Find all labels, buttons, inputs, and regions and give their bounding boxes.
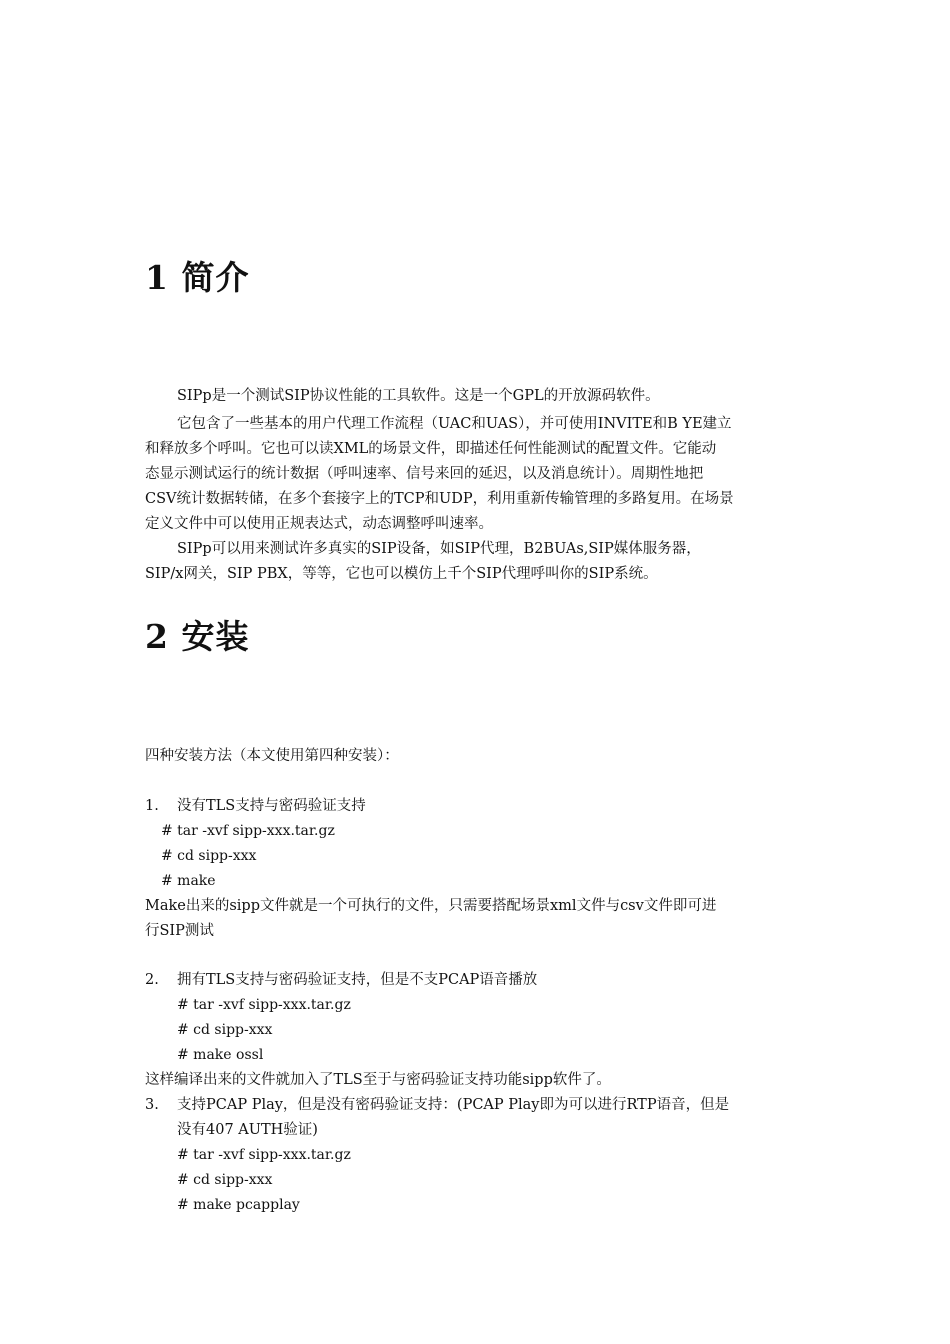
method-1-command-2: # cd sipp-xxx xyxy=(161,848,257,864)
method-1-command-1: # tar -xvf sipp-xxx.tar.gz xyxy=(161,823,335,839)
method-1-title: 没有TLS支持与密码验证支持 xyxy=(177,798,366,814)
intro-paragraph-2-line-1: 它包含了一些基本的用户代理工作流程（UAC和UAS），并可使用INVITE和B YE建立 xyxy=(177,416,732,432)
method-3-command-1: # tar -xvf sipp-xxx.tar.gz xyxy=(177,1147,351,1163)
method-1-command-3: # make xyxy=(161,873,216,889)
intro-paragraph-2-line-5: 定义文件中可以使用正规表达式，动态调整呼叫速率。 xyxy=(145,516,493,532)
intro-paragraph-1: SIPp是一个测试SIP协议性能的工具软件。这是一个GPL的开放源码软件。 xyxy=(177,388,660,404)
method-2-title: 拥有TLS支持与密码验证支持，但是不支PCAP语音播放 xyxy=(177,972,538,988)
method-2-note: 这样编译出来的文件就加入了TLS至于与密码验证支持功能sipp软件了。 xyxy=(145,1072,611,1088)
method-1-number: 1. xyxy=(145,798,159,814)
method-3-command-3: # make pcapplay xyxy=(177,1197,300,1213)
method-3-number: 3. xyxy=(145,1097,159,1113)
method-3-command-2: # cd sipp-xxx xyxy=(177,1172,273,1188)
intro-paragraph-3-line-2: SIP/x网关，SIP PBX，等等，它也可以模仿上千个SIP代理呼叫你的SIP系统。 xyxy=(145,566,658,582)
intro-paragraph-2-line-4: CSV统计数据转储，在多个套接字上的TCP和UDP，利用重新传输管理的多路复用。在场景 xyxy=(145,491,734,507)
install-intro: 四种安装方法（本文使用第四种安装）： xyxy=(145,748,399,764)
intro-paragraph-2-line-3: 态显示测试运行的统计数据（呼叫速率、信号来回的延迟，以及消息统计）。周期性地把 xyxy=(145,466,704,482)
method-3-title-continued: 没有407 AUTH验证) xyxy=(177,1122,318,1138)
intro-paragraph-2-line-2: 和释放多个呼叫。它也可以读XML的场景文件，即描述任何性能测试的配置文件。它能动 xyxy=(145,441,717,457)
section-heading-install: 2 安装 xyxy=(145,617,250,656)
method-1-note-line-2: 行SIP测试 xyxy=(145,923,214,939)
method-2-number: 2. xyxy=(145,972,159,988)
method-2-command-2: # cd sipp-xxx xyxy=(177,1022,273,1038)
section-heading-intro: 1 简介 xyxy=(145,258,250,297)
method-2-command-3: # make ossl xyxy=(177,1047,264,1063)
method-1-note-line-1: Make出来的sipp文件就是一个可执行的文件，只需要搭配场景xml文件与csv文件即可进 xyxy=(145,898,717,914)
method-3-title: 支持PCAP Play，但是没有密码验证支持：(PCAP Play即为可以进行RTP语音，但是 xyxy=(177,1097,730,1113)
intro-paragraph-3-line-1: SIPp可以用来测试许多真实的SIP设备，如SIP代理，B2BUAs,SIP媒体服务器， xyxy=(177,541,701,557)
method-2-command-1: # tar -xvf sipp-xxx.tar.gz xyxy=(177,997,351,1013)
